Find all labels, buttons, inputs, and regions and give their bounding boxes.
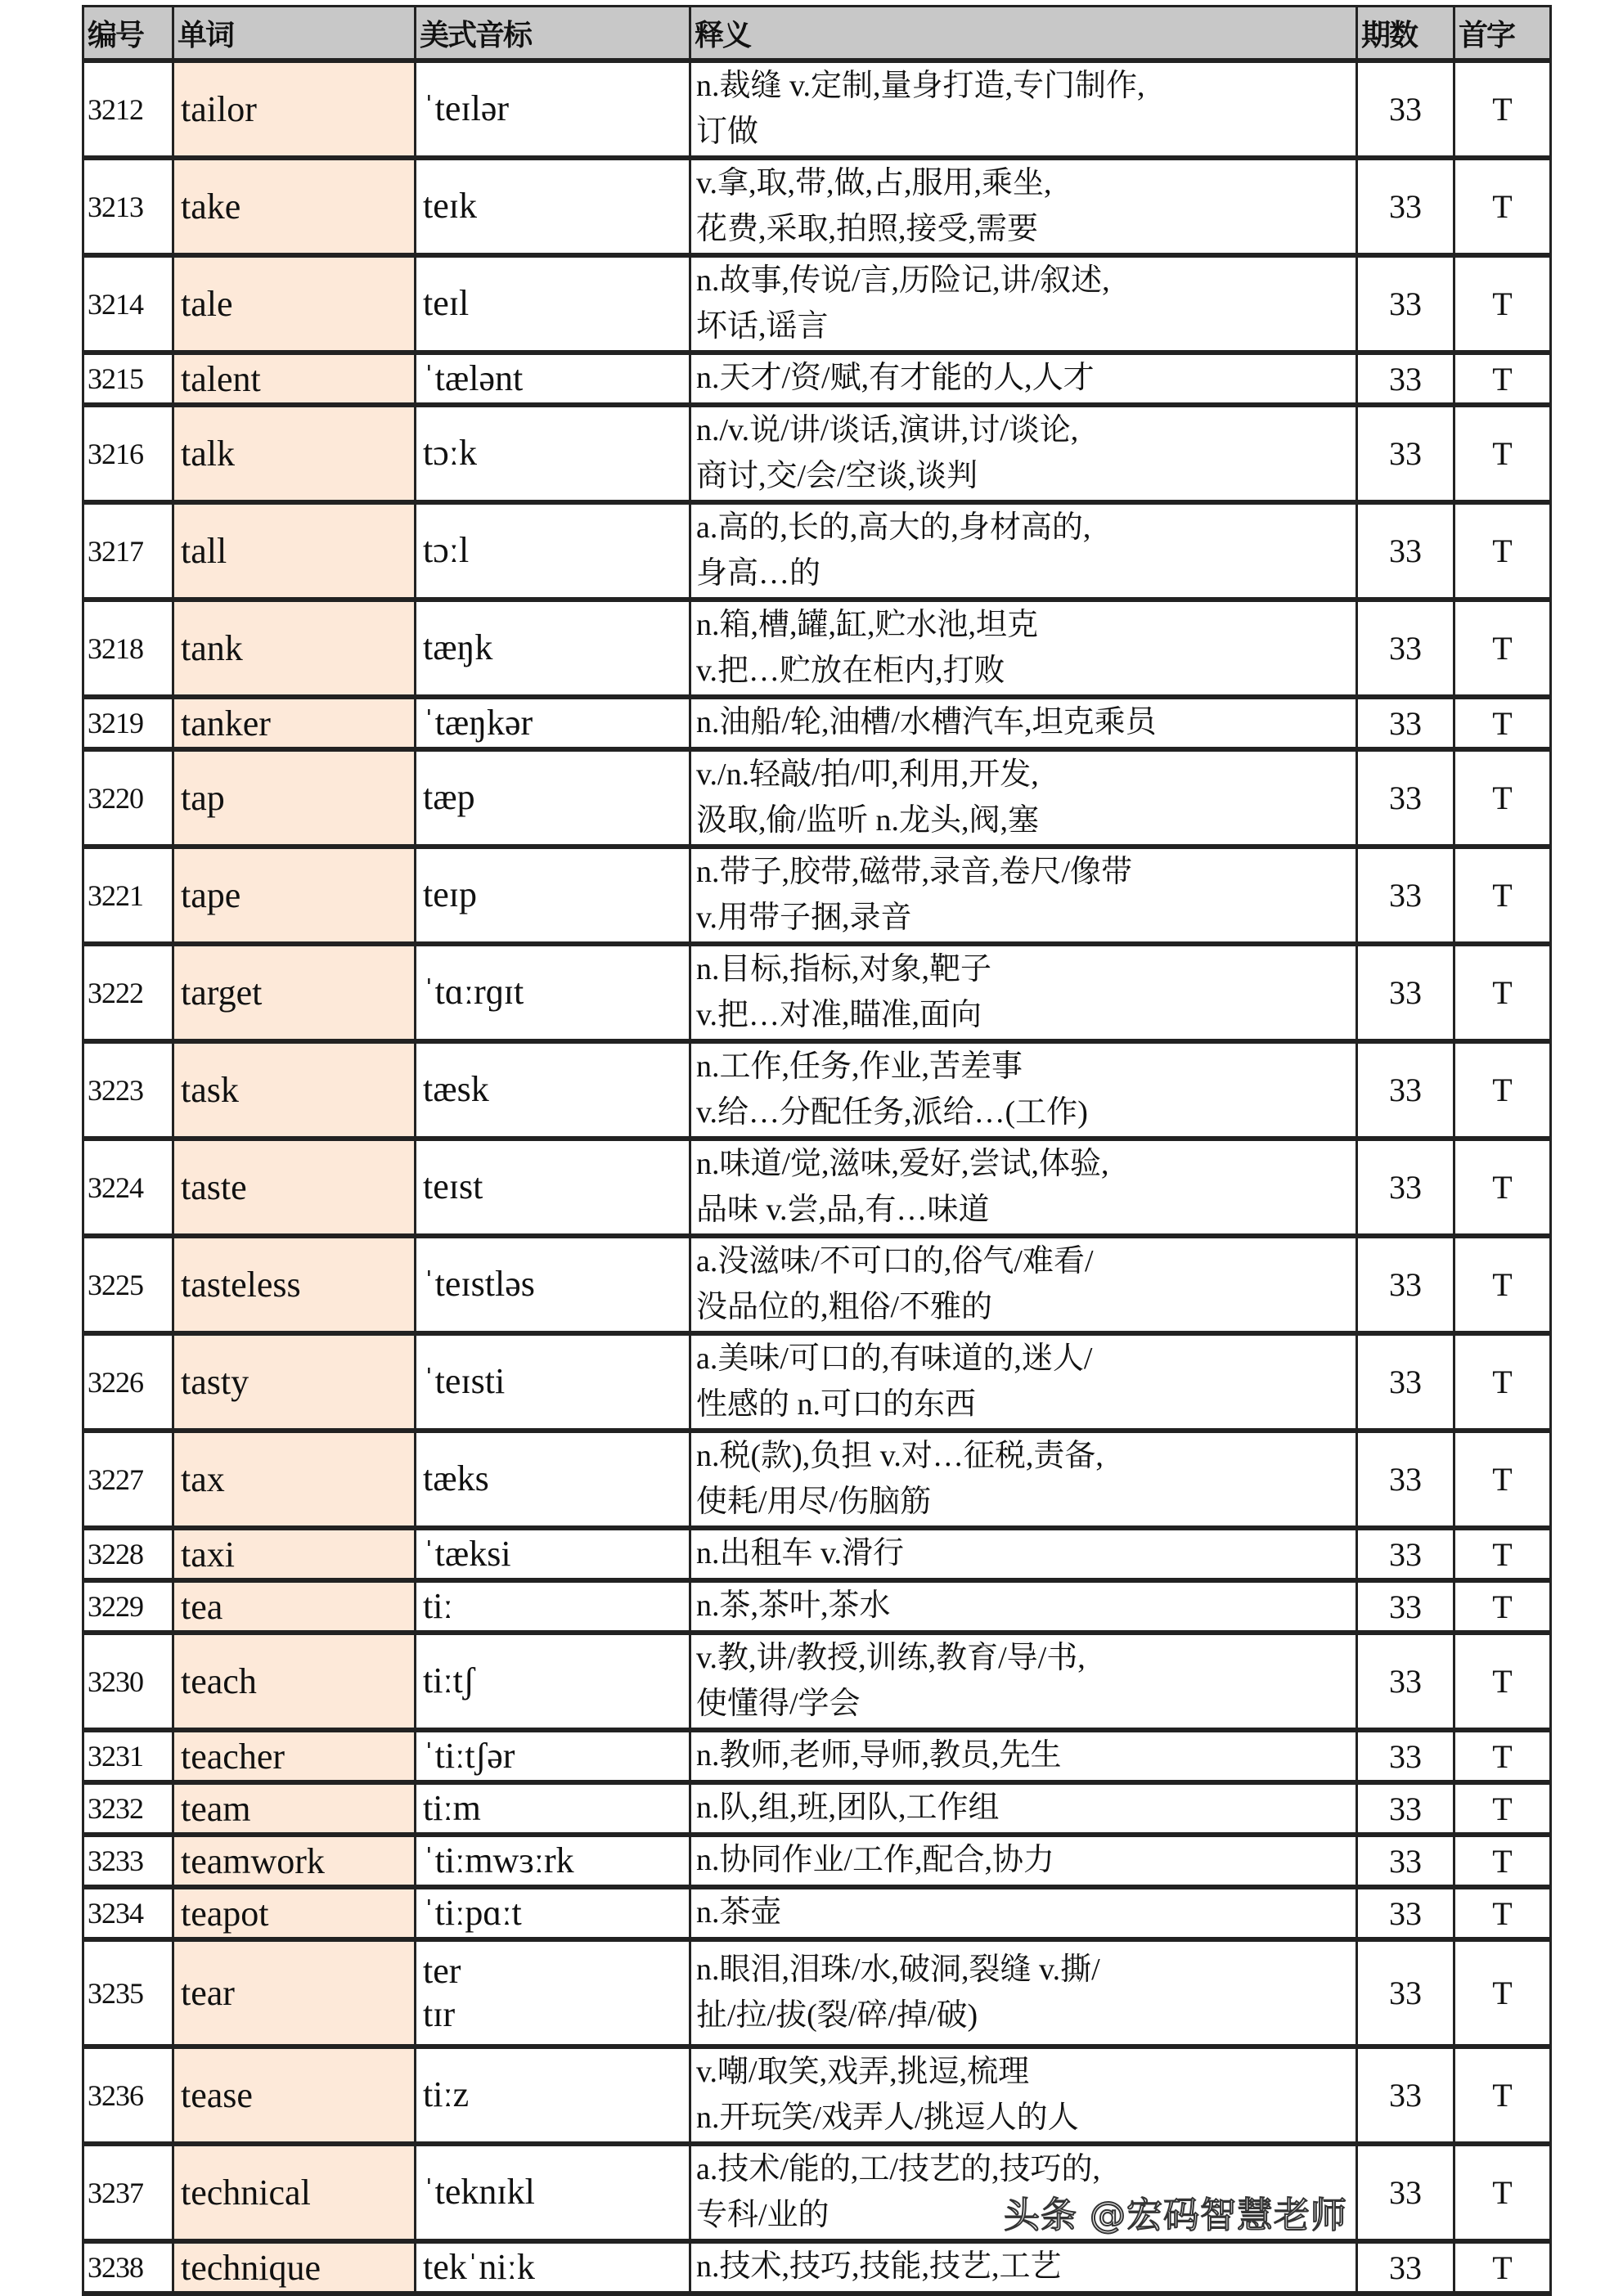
phonetic-cell [416,1939,690,2047]
word-id: 3215 [83,353,173,405]
phonetic-line: ˈtæŋkər [423,702,533,743]
phonetic-cell [416,61,690,158]
definition-line: n.味道/觉,滋味,爱好,尝试,体验, [696,1147,1109,1182]
word-id: 3229 [83,1580,173,1633]
definition-line: a.技术/能的,工/技艺的,技巧的, [696,2152,1100,2187]
phonetic-line: tæp [423,777,475,818]
initial-cell: T [1454,847,1551,944]
phonetic-cell [416,1580,690,1633]
header-issue: 期数 [1357,7,1454,61]
initial-cell: T [1454,749,1551,847]
issue-cell: 33 [1357,405,1454,502]
initial-cell: T [1454,1939,1551,2047]
phonetic-cell [416,255,690,353]
phonetic-cell [416,944,690,1041]
definition-cell [690,353,1357,405]
word-cell: tap [173,749,416,847]
definition-cell [690,61,1357,158]
issue-cell: 33 [1357,1236,1454,1333]
table-row [83,2047,1551,2144]
word-cell: tax [173,1431,416,1528]
word-cell: tea [173,1580,416,1633]
definition-line: n.带子,胶带,磁带,录音,卷尺/像带 [696,855,1133,890]
word-id: 3218 [83,600,173,697]
word-cell: tape [173,847,416,944]
initial-cell: T [1454,1333,1551,1431]
initial-cell: T [1454,1041,1551,1139]
word-cell: technical [173,2144,416,2241]
word-cell: tailor [173,61,416,158]
word-cell: teapot [173,1887,416,1939]
table-row [83,847,1551,944]
word-id: 3227 [83,1431,173,1528]
definition-line: a.高的,长的,高大的,身材高的, [696,510,1091,546]
phonetic-line: ˈteɪlər [423,88,510,129]
initial-cell: T [1454,1782,1551,1835]
word-cell: tall [173,502,416,600]
word-id: 3231 [83,1730,173,1782]
phonetic-cell [416,2047,690,2144]
word-id: 3219 [83,697,173,749]
word-id: 3216 [83,405,173,502]
table-header-row [83,7,1551,61]
issue-cell: 33 [1357,158,1454,255]
definition-cell [690,2241,1357,2294]
definition-line: n.出租车 v.滑行 [696,1536,905,1571]
word-cell: tank [173,600,416,697]
word-id: 3223 [83,1041,173,1139]
definition-line: v.把…对准,瞄准,面向 [696,997,982,1032]
issue-cell: 33 [1357,353,1454,405]
table-row [83,1236,1551,1333]
issue-cell: 33 [1357,1835,1454,1887]
phonetic-line: teɪst [423,1166,483,1207]
definition-cell [690,1887,1357,1939]
issue-cell: 33 [1357,749,1454,847]
definition-line: 没品位的,粗俗/不雅的 [696,1289,993,1324]
phonetic-line: ˈtiːpɑːt [423,1892,522,1933]
initial-cell: T [1454,697,1551,749]
phonetic-line: tæsk [423,1069,489,1110]
issue-cell: 33 [1357,61,1454,158]
definition-cell [690,1139,1357,1236]
phonetic-cell [416,749,690,847]
definition-cell [690,1333,1357,1431]
definition-line: 身高…的 [696,555,821,591]
initial-cell: T [1454,61,1551,158]
table-row [83,2144,1551,2241]
phonetic-line: tiːtʃ [423,1660,475,1701]
issue-cell: 33 [1357,1139,1454,1236]
word-id: 3213 [83,158,173,255]
definition-line: 花费,采取,拍照,接受,需要 [696,211,1039,246]
definition-line: 订做 [696,114,759,149]
word-id: 3237 [83,2144,173,2241]
table-row [83,1887,1551,1939]
phonetic-line: tiːm [423,1787,481,1828]
definition-line: n.裁缝 v.定制,量身打造,专门制作, [696,69,1145,104]
phonetic-cell [416,1236,690,1333]
phonetic-cell [416,697,690,749]
header-id: 编号 [83,7,173,61]
word-cell: taxi [173,1528,416,1580]
word-id: 3234 [83,1887,173,1939]
word-id: 3226 [83,1333,173,1431]
definition-cell [690,405,1357,502]
table-row [83,1939,1551,2047]
definition-line: v.用带子捆,录音 [696,900,912,935]
phonetic-cell [416,847,690,944]
word-cell: teamwork [173,1835,416,1887]
phonetic-line: tæŋk [423,627,493,668]
phonetic-line: teɪk [423,186,477,227]
word-id: 3214 [83,255,173,353]
word-cell: talent [173,353,416,405]
initial-cell: T [1454,502,1551,600]
phonetic-cell [416,1528,690,1580]
phonetic-line: ˈtælənt [423,357,524,398]
header-phonetic: 美式音标 [416,7,690,61]
definition-line: a.美味/可口的,有味道的,迷人/ [696,1341,1093,1377]
issue-cell: 33 [1357,1633,1454,1730]
definition-line: n.箱,槽,罐,缸,贮水池,坦克 [696,608,1039,643]
word-id: 3217 [83,502,173,600]
definition-cell [690,1580,1357,1633]
phonetic-cell [416,1431,690,1528]
definition-cell [690,2047,1357,2144]
definition-line: n.工作,任务,作业,苦差事 [696,1049,1023,1085]
issue-cell: 33 [1357,1580,1454,1633]
word-id: 3228 [83,1528,173,1580]
definition-cell [690,1041,1357,1139]
word-id: 3212 [83,61,173,158]
phonetic-line: ˈtiːmwɜːrk [423,1840,574,1880]
word-id: 3222 [83,944,173,1041]
phonetic-cell [416,1782,690,1835]
word-cell: tale [173,255,416,353]
table-row [83,353,1551,405]
definition-line: n.目标,指标,对象,靶子 [696,952,992,987]
word-id: 3220 [83,749,173,847]
issue-cell: 33 [1357,1431,1454,1528]
definition-cell [690,1835,1357,1887]
definition-cell [690,2144,1357,2241]
definition-cell [690,1939,1357,2047]
definition-line: n./v.说/讲/谈话,演讲,讨/谈论, [696,413,1079,448]
definition-line: 汲取,偷/监听 n.龙头,阀,塞 [696,802,1040,838]
word-id: 3236 [83,2047,173,2144]
phonetic-cell [416,1835,690,1887]
phonetic-line: ˈteɪstləs [423,1264,535,1305]
definition-cell [690,600,1357,697]
word-cell: teacher [173,1730,416,1782]
definition-line: 扯/拉/拔(裂/碎/掉/破) [696,1997,978,2033]
table-row [83,1730,1551,1782]
definition-line: v.给…分配任务,派给…(工作) [696,1094,1088,1130]
issue-cell: 33 [1357,697,1454,749]
table-row [83,61,1551,158]
word-cell: target [173,944,416,1041]
word-cell: tanker [173,697,416,749]
table-row [83,255,1551,353]
definition-cell [690,255,1357,353]
table-row [83,158,1551,255]
phonetic-line: tiː [423,1585,453,1626]
issue-cell: 33 [1357,502,1454,600]
watermark: 头条 @宏码智慧老师 [1004,2194,1347,2236]
phonetic-line: tɔːl [423,530,470,571]
phonetic-line: tɔːk [423,433,477,474]
word-id: 3232 [83,1782,173,1835]
word-cell: tease [173,2047,416,2144]
issue-cell: 33 [1357,1333,1454,1431]
phonetic-line: ter [423,1950,461,1991]
phonetic-line: ˈtiːtʃər [423,1735,515,1776]
phonetic-line: tæks [423,1458,489,1499]
issue-cell: 33 [1357,847,1454,944]
phonetic-line: tekˈniːk [423,2246,535,2287]
table-row [83,1580,1551,1633]
initial-cell: T [1454,353,1551,405]
phonetic-cell [416,502,690,600]
definition-line: n.协同作业/工作,配合,协力 [696,1843,1055,1878]
table-row [83,749,1551,847]
word-cell: technique [173,2241,416,2294]
table-row [83,697,1551,749]
word-id: 3225 [83,1236,173,1333]
definition-line: a.没滋味/不可口的,俗气/难看/ [696,1244,1094,1279]
definition-cell [690,1431,1357,1528]
word-cell: tear [173,1939,416,2047]
initial-cell: T [1454,2047,1551,2144]
word-id: 3230 [83,1633,173,1730]
definition-line: v./n.轻敲/拍/叩,利用,开发, [696,757,1039,793]
definition-line: n.技术,技巧,技能,技艺,工艺 [696,2249,1062,2285]
definition-line: 使耗/用尽/伤脑筋 [696,1484,932,1519]
definition-line: n.油船/轮,油槽/水槽汽车,坦克乘员 [696,705,1157,740]
definition-cell [690,944,1357,1041]
issue-cell: 33 [1357,944,1454,1041]
issue-cell: 33 [1357,255,1454,353]
definition-line: n.税(款),负担 v.对…征税,责备, [696,1439,1104,1474]
word-id: 3224 [83,1139,173,1236]
definition-line: v.嘲/取笑,戏弄,挑逗,梳理 [696,2055,1030,2090]
word-id: 3221 [83,847,173,944]
definition-cell [690,749,1357,847]
initial-cell: T [1454,1431,1551,1528]
phonetic-cell [416,353,690,405]
issue-cell: 33 [1357,1528,1454,1580]
initial-cell: T [1454,158,1551,255]
definition-line: 坏话,谣言 [696,308,829,344]
initial-cell: T [1454,1633,1551,1730]
issue-cell: 33 [1357,2144,1454,2241]
table-row [83,944,1551,1041]
definition-line: n.队,组,班,团队,工作组 [696,1791,1000,1826]
issue-cell: 33 [1357,1782,1454,1835]
table-row [83,1633,1551,1730]
definition-cell [690,1633,1357,1730]
definition-cell [690,502,1357,600]
initial-cell: T [1454,255,1551,353]
table-row [83,1835,1551,1887]
initial-cell: T [1454,405,1551,502]
definition-line: n.茶,茶叶,茶水 [696,1588,891,1624]
initial-cell: T [1454,1528,1551,1580]
issue-cell: 33 [1357,1887,1454,1939]
initial-cell: T [1454,600,1551,697]
issue-cell: 33 [1357,2241,1454,2294]
initial-cell: T [1454,2144,1551,2241]
issue-cell: 33 [1357,1730,1454,1782]
phonetic-cell [416,1887,690,1939]
word-cell: tasteless [173,1236,416,1333]
definition-cell [690,1528,1357,1580]
word-cell: talk [173,405,416,502]
initial-cell: T [1454,1580,1551,1633]
word-id: 3233 [83,1835,173,1887]
header-word: 单词 [173,7,416,61]
initial-cell: T [1454,1887,1551,1939]
table-row [83,1528,1551,1580]
phonetic-cell [416,2144,690,2241]
initial-cell: T [1454,1236,1551,1333]
table-row [83,1139,1551,1236]
table-row [83,600,1551,697]
phonetic-cell [416,405,690,502]
phonetic-cell [416,1333,690,1431]
word-id: 3235 [83,1939,173,2047]
phonetic-line: ˈteɪsti [423,1361,506,1402]
definition-line: 使懂得/学会 [696,1686,861,1721]
header-definition: 释义 [690,7,1357,61]
table-row [83,2241,1551,2294]
phonetic-line: ˈtɑːrɡɪt [423,972,524,1013]
phonetic-cell [416,1633,690,1730]
header-initial: 首字 [1454,7,1551,61]
initial-cell: T [1454,1730,1551,1782]
phonetic-line: teɪp [423,874,477,915]
definition-cell [690,1236,1357,1333]
word-cell: team [173,1782,416,1835]
definition-line: n.茶壶 [696,1895,782,1930]
table-row [83,1431,1551,1528]
phonetic-line: tiːz [423,2074,470,2115]
definition-line: v.教,讲/教授,训练,教育/导/书, [696,1641,1086,1676]
phonetic-cell [416,158,690,255]
definition-line: n.故事,传说/言,历险记,讲/叙述, [696,263,1110,299]
phonetic-cell [416,600,690,697]
phonetic-cell [416,1139,690,1236]
initial-cell: T [1454,1139,1551,1236]
phonetic-line: ˈtæksi [423,1533,511,1574]
definition-line: v.拿,取,带,做,占,服用,乘坐, [696,166,1052,201]
phonetic-cell [416,2241,690,2294]
phonetic-cell [416,1041,690,1139]
word-cell: take [173,158,416,255]
definition-line: n.开玩笑/戏弄人/挑逗人的人 [696,2100,1079,2135]
word-cell: task [173,1041,416,1139]
definition-cell [690,847,1357,944]
definition-cell [690,1782,1357,1835]
table-row [83,1333,1551,1431]
definition-cell [690,697,1357,749]
initial-cell: T [1454,944,1551,1041]
word-cell: teach [173,1633,416,1730]
word-id: 3238 [83,2241,173,2294]
definition-line: 性感的 n.可口的东西 [696,1386,977,1422]
vocabulary-table [82,5,1552,2296]
phonetic-line: ˈteknɪkl [423,2172,535,2213]
definition-line: n.天才/资/赋,有才能的人,人才 [696,361,1095,396]
definition-line: n.教师,老师,导师,教员,先生 [696,1738,1062,1773]
issue-cell: 33 [1357,1939,1454,2047]
phonetic-cell [416,1730,690,1782]
table-row [83,1041,1551,1139]
definition-cell [690,1730,1357,1782]
definition-line: 专科/业的 [696,2197,829,2232]
definition-line: n.眼泪,泪珠/水,破洞,裂缝 v.撕/ [696,1952,1100,1988]
issue-cell: 33 [1357,600,1454,697]
table-row [83,502,1551,600]
word-cell: tasty [173,1333,416,1431]
initial-cell: T [1454,1835,1551,1887]
definition-cell [690,158,1357,255]
table-row [83,1782,1551,1835]
table-row [83,405,1551,502]
definition-line: 品味 v.尝,品,有…味道 [696,1192,990,1227]
definition-line: v.把…贮放在柜内,打败 [696,653,1005,688]
issue-cell: 33 [1357,1041,1454,1139]
definition-line: 商讨,交/会/空谈,谈判 [696,458,978,493]
word-cell: taste [173,1139,416,1236]
phonetic-line: teɪl [423,283,470,324]
phonetic-line: tɪr [423,1993,456,2034]
initial-cell: T [1454,2241,1551,2294]
issue-cell: 33 [1357,2047,1454,2144]
